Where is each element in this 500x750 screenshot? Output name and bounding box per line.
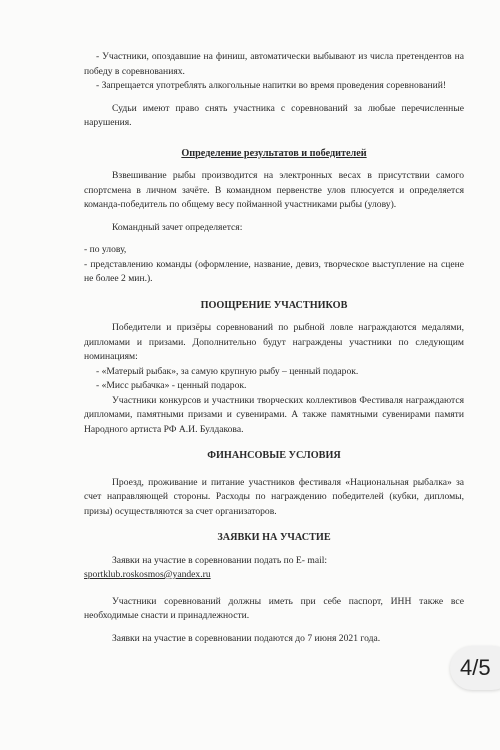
applications-heading: ЗАЯВКИ НА УЧАСТИЕ — [217, 532, 331, 543]
results-weighing: Взвешивание рыбы производится на электронных весах в присутствии самого спортсмена в личном зачёте. В командном первенстве улов плюсуется и определяется команда-победитель по общему весу пойманной участниками рыбы (улову). — [84, 170, 464, 210]
results-heading — [84, 147, 464, 162]
awards-contests: Участники конкурсов и участники творческих коллективов Фестиваля награждаются дипломами, памятными призами и сувенирами. А также памятными сувенирами памяти Народного артиста РФ А.И. Булдакова. — [84, 394, 464, 435]
awards-intro: Победители и призёры соревнований по рыбной ловле награждаются медалями, дипломами и призами. Дополнительно будут награждены участники по следующим номинациям: — [84, 322, 464, 362]
finance-heading: ФИНАНСОВЫЕ УСЛОВИЯ — [207, 450, 341, 461]
applications-deadline: Заявки на участие в соревновании подаются до 7 июня 2021 года. — [112, 632, 381, 644]
results-heading-text: Определение результатов и победителей — [181, 147, 367, 159]
results-team-intro: Командный зачет определяется: — [112, 221, 243, 233]
awards-nomination-miss: - «Мисс рыбачка» - ценный подарок. — [96, 380, 247, 391]
page-indicator: 4/5 — [450, 646, 500, 690]
email-link[interactable]: sportklub.roskosmos@yandex.ru — [84, 569, 211, 580]
awards-nomination-fisherman: - «Матерый рыбак», за самую крупную рыбу – ценный подарок. — [96, 365, 359, 377]
applications-email-line — [84, 568, 464, 583]
applications-documents: Участники соревнований должны иметь при себе паспорт, ИНН также все необходимые снасти и принадлежности. — [84, 595, 464, 621]
rule-judges: Судьи имеют право снять участника с соревнований за любые перечисленные нарушения. — [84, 102, 464, 128]
document-content — [84, 50, 464, 646]
rule-alcohol: - Запрещается употреблять алкогольные напитки во время проведения соревнований! — [96, 80, 447, 91]
awards-heading: ПООЩРЕНИЕ УЧАСТНИКОВ — [200, 299, 348, 311]
results-team-item-presentation: - представлению команды (оформление, название, девиз, творческое выступление на сцене не более 2 мин.). — [84, 258, 464, 284]
results-team-item-catch: - по улову, — [84, 244, 127, 255]
rule-late-finish: - Участники, опоздавшие на финиш, автоматически выбывают из числа претендентов на победу в соревнованиях. — [84, 51, 464, 77]
applications-email-intro: Заявки на участие в соревновании подать по E- mail: — [112, 554, 328, 566]
finance-text: Проезд, проживание и питание участников фестиваля «Национальная рыбалка» за счет направляющей стороны. Расходы по награждению победителей (кубки, дипломы, призы) осуществляются за счет организаторов. — [84, 476, 464, 517]
